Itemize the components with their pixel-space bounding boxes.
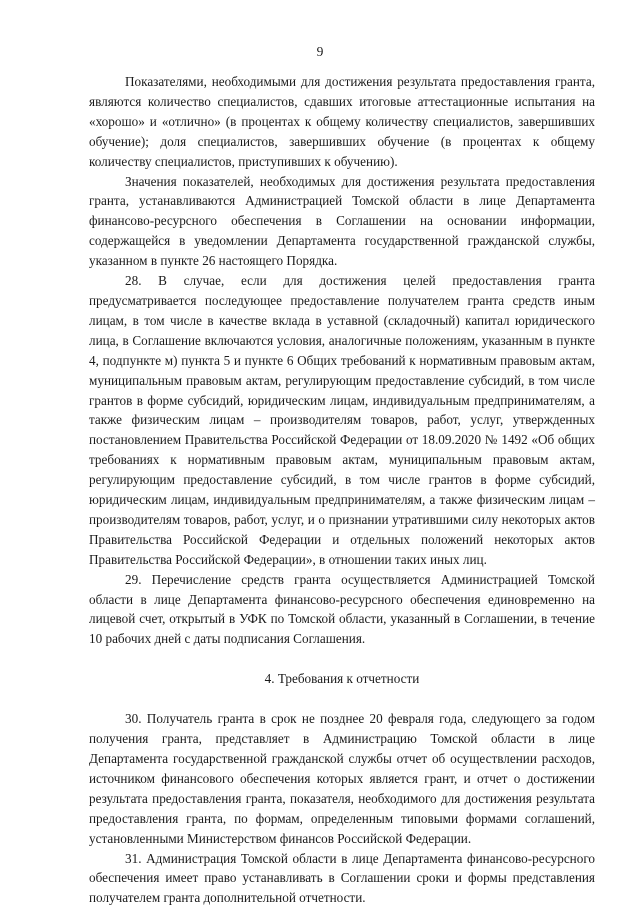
page-number: 9: [316, 44, 324, 59]
document-body: [89, 72, 595, 908]
paragraph-indicator-values: Значения показателей, необходимых для достижения результата предоставления гранта, устанавливаются Администрацией Томской области в лице Департамента финансово-ресурсного обеспечения в Соглашении на основании информации, содержащейся в уведомлении Департамента государственной гражданской службы, указанном в пункте 26 настоящего Порядка.: [89, 173, 595, 269]
paragraph-29: 29. Перечисление средств гранта осуществляется Администрацией Томской области в лице Департамента финансово-ресурсного обеспечения единовременно на лицевой счет, открытый в УФК по Томской области, указанный в Соглашении, в течение 10 рабочих дней с даты подписания Соглашения.: [89, 571, 595, 647]
paragraph-31: 31. Администрация Томской области в лице Департамента финансово-ресурсного обеспечения имеет право устанавливать в Соглашении сроки и формы представления получателем гранта дополнительной отчетности.: [89, 850, 595, 906]
section-heading: 4. Требования к отчетности: [264, 671, 420, 687]
paragraph-indicators: Показателями, необходимыми для достижения результата предоставления гранта, являются количество специалистов, сдавших итоговые аттестационные испытания на «хорошо» и «отлично» (в процентах к общему количеству специалистов, завершивших обучение); доля специалистов, завершивших обучение (в процентах к общему количеству специалистов, приступивших к обучению).: [89, 74, 595, 169]
paragraph-30: 30. Получатель гранта в срок не позднее 20 февраля года, следующего за годом получения гранта, представляет в Администрацию Томской области в лице Департамента государственной гражданской службы отчет об осуществлении расходов, источником финансового обеспечения которых является грант, и отчет о достижении результата предоставления гранта, показателя, необходимого для достижения результата предоставления гранта, по формам, определенным типовыми формами соглашений, установленными Министерством финансов Российской Федерации.: [89, 711, 595, 846]
paragraph-28: 28. В случае, если для достижения целей предоставления гранта предусматривается последующее предоставление получателем гранта средств иным лицам, в том числе в качестве вклада в уставной (складочный) капитал юридического лица, в Соглашение включаются условия, аналогичные положениям, указанным в пункте 4, подпункте м) пункта 5 и пункте 6 Общих требований к нормативным правовым актам, муниципальным правовым актам, регулирующим предоставление субсидий, в том числе грантов в форме субсидий, юридическим лицам, индивидуальным предпринимателям, а также физическим лицам – производителям товаров, работ, услуг, утвержденных постановлением Правительства Российской Федерации от 18.09.2020 № 1492 «Об общих требованиях к нормативным правовым актам, муниципальным правовым актам, регулирующим предоставление субсидий, в том числе грантов в форме субсидий, юридическим лицам, индивидуальным предпринимателям, а также физическим лицам – производителям товаров, работ, услуг, и о признании утратившими силу некоторых актов Правительства Российской Федерации и отдельных положений некоторых актов Правительства Российской Федерации», в отношении таких иных лиц.: [89, 273, 595, 567]
